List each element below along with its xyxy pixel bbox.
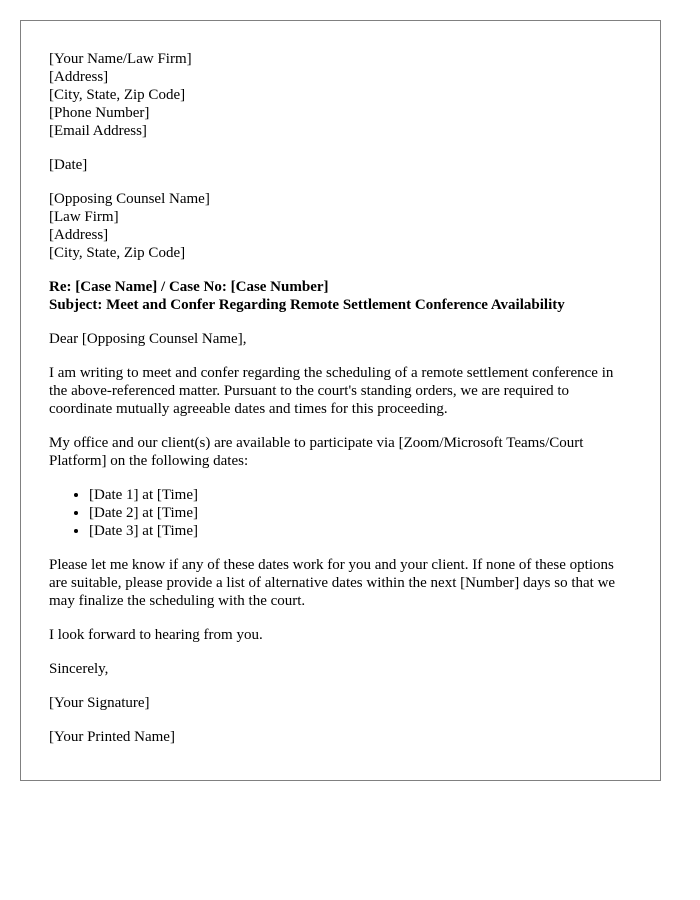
date-block: [49, 156, 632, 174]
sender-block: [49, 50, 632, 140]
recipient-firm: [Law Firm]: [49, 209, 119, 225]
closing: Sincerely,: [49, 661, 109, 677]
salutation: Dear [Opposing Counsel Name],: [49, 331, 247, 347]
letter-date: [Date]: [49, 157, 88, 173]
sender-name: [Your Name/Law Firm]: [49, 51, 192, 67]
list-item: • [Date 2] at [Time]: [89, 504, 632, 522]
sender-email: [Email Address]: [49, 123, 147, 139]
recipient-name: [Opposing Counsel Name]: [49, 191, 210, 207]
body-paragraph-4: I look forward to hearing from you.: [49, 627, 263, 643]
reference-block: [49, 278, 632, 314]
recipient-city: [City, State, Zip Code]: [49, 245, 186, 261]
signature: [Your Signature]: [49, 695, 150, 711]
recipient-block: [49, 190, 632, 262]
re-line: Re: [Case Name] / Case No: [Case Number]: [49, 279, 329, 295]
subject-line: Subject: Meet and Confer Regarding Remote Settlement Conference Availability: [49, 297, 565, 313]
body-paragraph-2: My office and our client(s) are available to participate via [Zoom/Microsoft Teams/Court Platform] on the following dates:: [49, 435, 584, 469]
printed-name: [Your Printed Name]: [49, 729, 175, 745]
sender-phone: [Phone Number]: [49, 105, 150, 121]
letter-document: [20, 20, 661, 781]
date-list: [49, 486, 632, 540]
list-item: • [Date 1] at [Time]: [89, 486, 632, 504]
body-paragraph-3: Please let me know if any of these dates work for you and your client. If none of these options are suitable, please provide a list of alternative dates within the next [Number] days so that we may finalize the scheduling with the court.: [49, 557, 616, 609]
sender-address: [Address]: [49, 69, 109, 85]
sender-city: [City, State, Zip Code]: [49, 87, 186, 103]
list-item: • [Date 3] at [Time]: [89, 522, 632, 540]
recipient-address: [Address]: [49, 227, 109, 243]
body-paragraph-1: I am writing to meet and confer regarding the scheduling of a remote settlement conference in the above-referenced matter. Pursuant to the court's standing orders, we are required to coordinate mutually agreeable dates and times for this proceeding.: [49, 365, 614, 417]
